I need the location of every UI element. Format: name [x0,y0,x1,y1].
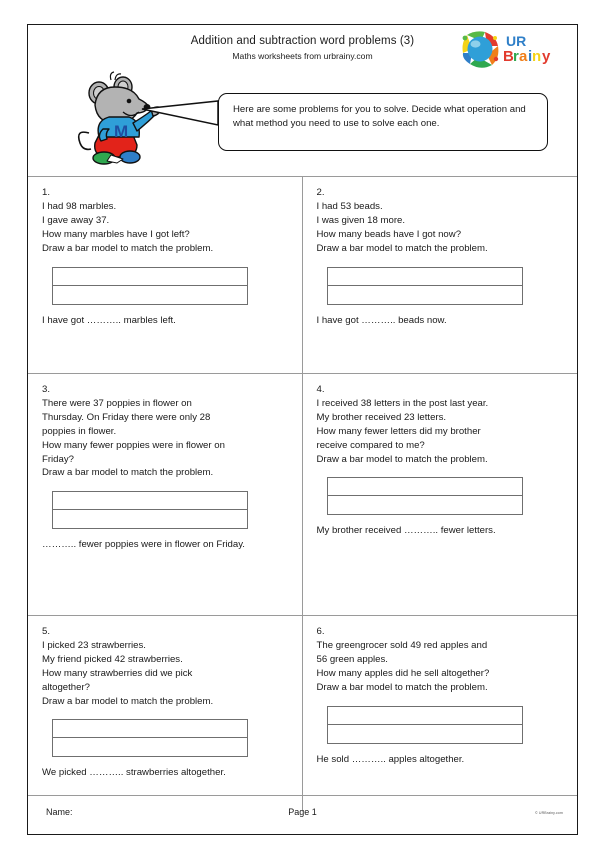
problem-line: Thursday. On Friday there were only 28 [42,411,211,423]
problem-line: How many fewer poppies were in flower on [42,439,225,451]
problem-number: 2. [316,187,325,198]
urbrainy-logo [459,29,567,71]
logo-globe-icon [461,30,499,68]
problem-line: How many fewer letters did my brother [316,425,481,437]
bar-model-1[interactable] [52,267,248,305]
answer-line[interactable]: We picked ……….. strawberries altogether. [42,767,226,779]
logo-text-a: a [519,48,528,65]
speech-bubble-text: Here are some problems for you to solve. Decide what operation and what method you need to use to solve each one. [233,104,526,129]
problem-cell-1 [28,177,303,373]
problem-number: 4. [316,384,325,395]
problem-number: 1. [42,187,51,198]
logo-text-ur: UR [506,33,527,49]
bar-model-row[interactable] [327,496,523,515]
copyright-notice: © URBrainy.com [535,811,563,815]
page-header [28,25,577,71]
answer-line[interactable]: I have got ……….. marbles left. [42,314,176,326]
problems-row [28,616,577,811]
problem-line: poppies in flower. [42,425,117,437]
page-number: Page 1 [288,807,317,817]
problem-line: How many apples did he sell altogether? [316,667,490,679]
bar-model-row[interactable] [327,477,523,496]
bar-model-row[interactable] [52,510,248,529]
problem-number: 5. [42,626,51,637]
problem-line: Draw a bar model to match the problem. [42,467,214,479]
problem-line: receive compared to me? [316,439,425,451]
problems-row [28,374,577,616]
logo-text-y: y [542,48,551,65]
bar-model-6[interactable] [327,706,523,744]
intro-section [28,71,577,176]
problem-line: How many beads have I got now? [316,228,462,240]
problem-line: altogether? [42,681,91,693]
problem-line: Draw a bar model to match the problem. [316,453,488,465]
answer-line[interactable]: He sold ……….. apples altogether. [316,753,465,765]
problem-number: 6. [316,626,325,637]
bar-model-5[interactable] [52,719,248,757]
logo-text-i: i [528,48,533,65]
problem-line: My friend picked 42 strawberries. [42,653,183,665]
problem-line: Draw a bar model to match the problem. [316,242,488,254]
bar-model-row[interactable] [52,719,248,738]
page-footer [28,795,577,834]
problem-line: There were 37 poppies in flower on [42,397,192,409]
bar-model-4[interactable] [327,477,523,515]
logo-text-n: n [532,48,542,65]
problem-line: I received 38 letters in the post last year. [316,397,489,409]
bar-model-row[interactable] [327,725,523,744]
bar-model-2[interactable] [327,267,523,305]
problem-cell-5 [28,616,303,811]
page-title: Addition and subtraction word problems (3) [190,35,415,47]
problem-line: I had 53 beads. [316,200,383,212]
problems-row [28,177,577,374]
problem-line: Draw a bar model to match the problem. [42,242,214,254]
answer-line[interactable]: My brother received ……….. fewer letters. [316,525,496,537]
problem-cell-4 [303,374,578,615]
bar-model-row[interactable] [327,706,523,725]
problem-line: How many marbles have I got left? [42,228,190,240]
worksheet-page [27,24,578,835]
problem-line: 56 green apples. [316,653,388,665]
cartoon-mouse-icon [71,71,183,171]
problem-cell-6 [303,616,578,811]
name-field-label[interactable]: Name: [46,807,73,817]
answer-line[interactable]: I have got ……….. beads now. [316,314,447,326]
bar-model-row[interactable] [52,267,248,286]
problem-line: Draw a bar model to match the problem. [316,681,488,693]
bar-model-row[interactable] [52,738,248,757]
problem-cell-2 [303,177,578,373]
problem-line: My brother received 23 letters. [316,411,447,423]
problems-grid [28,176,577,811]
mascot-shirt-letter: M [114,122,129,141]
speech-bubble [218,93,548,151]
problem-cell-3 [28,374,303,615]
problem-line: Friday? [42,453,74,465]
problem-line: The greengrocer sold 49 red apples and [316,639,488,651]
bar-model-row[interactable] [52,491,248,510]
bar-model-row[interactable] [327,267,523,286]
problem-line: I was given 18 more. [316,214,406,226]
problem-line: I gave away 37. [42,214,110,226]
page-subtitle: Maths worksheets from urbrainy.com [232,51,373,61]
logo-text-b: B [503,48,514,65]
problem-line: I had 98 marbles. [42,200,117,212]
problem-line: How many strawberries did we pick [42,667,193,679]
problem-line: Draw a bar model to match the problem. [42,695,214,707]
bar-model-row[interactable] [52,286,248,305]
answer-line[interactable]: ……….. fewer poppies were in flower on Friday. [42,539,245,551]
problem-number: 3. [42,384,51,395]
logo-text-r: r [513,48,519,65]
bar-model-3[interactable] [52,491,248,529]
problem-line: I picked 23 strawberries. [42,639,146,651]
bar-model-row[interactable] [327,286,523,305]
